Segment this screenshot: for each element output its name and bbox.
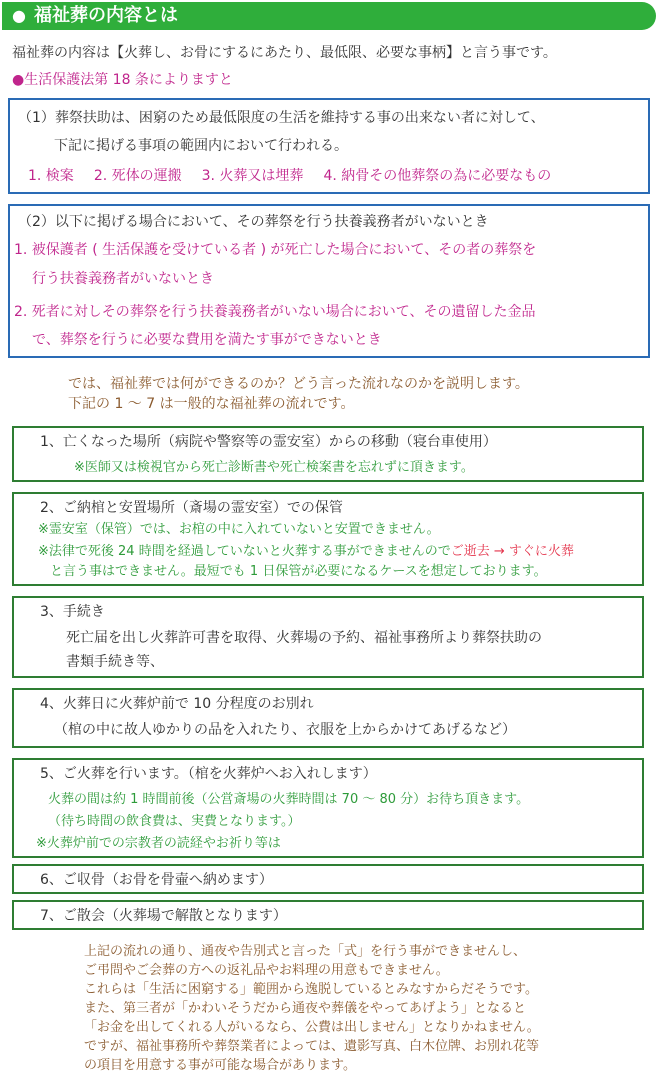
step-5-box <box>12 758 644 858</box>
step-3-title: 3、手続き <box>40 604 105 620</box>
footer-line2: ご弔問やご会葬の方への返礼品やお料理の用意もできません。 <box>84 963 449 978</box>
intro-text: 福祉葬の内容は【火葬し、お骨にするにあたり、最低限、必要な事柄】と言う事です。 <box>12 45 557 61</box>
item-transport: 2. 死体の運搬 <box>93 168 182 184</box>
step-1-box <box>12 426 644 482</box>
item-autopsy: 1. 検案 <box>28 168 74 184</box>
step-2-note2-highlight: ご逝去 → すぐに火葬 <box>450 544 574 559</box>
step-6-box <box>12 864 644 894</box>
footer-line5: 「お金を出してくれる人がいるなら、公費は出しません」となりかねません。 <box>84 1020 540 1035</box>
law-box-2-item2b: で、葬祭を行うに必要な費用を満たす事ができないとき <box>32 332 382 348</box>
step-4-line1: （棺の中に故人ゆかりの品を入れたり、衣服を上からかけてあげるなど） <box>54 722 516 738</box>
law-box-2 <box>8 204 650 358</box>
law-box-2-item1a: 1. 被保護者 ( 生活保護を受けている者 ) が死亡した場合において、その者の葬祭を <box>14 242 537 258</box>
step-6-title: 6、ご収骨（お骨を骨壷へ納めます） <box>40 872 273 888</box>
step-7-box <box>12 900 644 930</box>
step-5-line1: 火葬の間は約 1 時間前後（公営斎場の火葬時間は 70 ～ 80 分）お待ち頂きます。 <box>48 792 530 807</box>
step-1-note: ※医師又は検視官から死亡診断書や死亡検案書を忘れずに頂きます。 <box>74 460 474 475</box>
footer-line3: これらは「生活に困窮する」範囲から逸脱しているとみなすからだそうです。 <box>84 982 538 997</box>
step-3-box <box>12 596 644 678</box>
law-box-2-item2a: 2. 死者に対しその葬祭を行う扶養義務者がいない場合において、その遺留した金品 <box>14 304 536 320</box>
step-3-line1: 死亡届を出し火葬許可書を取得、火葬場の予約、福祉事務所より葬祭扶助の <box>66 630 542 646</box>
step-2-title: 2、ご納棺と安置場所（斎場の霊安室）での保管 <box>40 500 343 516</box>
law-box-1-items <box>28 166 571 186</box>
step-5-line3: ※火葬炉前での宗教者の読経やお祈り等は <box>36 836 281 851</box>
step-4-box <box>12 688 644 748</box>
step-2-note1: ※霊安室（保管）では、お棺の中に入れていないと安置できません。 <box>38 522 440 537</box>
footer-line7: の項目を用意する事が可能な場合があります。 <box>84 1058 356 1073</box>
law-box-1 <box>8 98 650 194</box>
law-reference: ●生活保護法第 18 条によりますと <box>12 72 233 88</box>
step-2-note2a: ※法律で死後 24 時間を経過していないと火葬する事ができませんので <box>38 544 451 559</box>
law-box-2-item1b: 行う扶養義務者がいないとき <box>32 271 214 287</box>
step-5-line2: （待ち時間の飲食費は、実費となります。） <box>48 814 301 829</box>
item-interment: 4. 納骨その他葬祭の為に必要なもの <box>323 168 552 184</box>
section-title: 福祉葬の内容とは <box>34 5 178 26</box>
law-box-1-line2: 下記に掲げる事項の範囲内において行われる。 <box>54 138 348 154</box>
step-5-title: 5、ご火葬を行います。（棺を火葬炉へお入れします） <box>40 766 377 782</box>
footer-line6: ですが、福祉事務所や葬祭業者によっては、遺影写真、白木位牌、お別れ花等 <box>84 1039 540 1054</box>
step-2-box <box>12 492 644 586</box>
law-box-2-line1: （2）以下に掲げる場合において、その葬祭を行う扶養義務者がいないとき <box>18 214 489 230</box>
footer-line1: 上記の流れの通り、通夜や告別式と言った「式」を行う事ができませんし、 <box>84 944 527 959</box>
bullet-icon: ● <box>12 6 26 25</box>
footer-line4: また、第三者が「かわいそうだから通夜や葬儀をやってあげよう」となると <box>84 1001 527 1016</box>
step-1-title: 1、亡くなった場所（病院や警察等の霊安室）からの移動（寝台車使用） <box>40 434 497 450</box>
step-2-note2c: と言う事はできません。最短でも 1 日保管が必要になるケースを想定しております。 <box>50 564 547 579</box>
law-box-1-line1: （1）葬祭扶助は、困窮のため最低限度の生活を維持する事の出来ない者に対して、 <box>18 110 545 126</box>
step-4-title: 4、火葬日に火葬炉前で 10 分程度のお別れ <box>40 696 314 712</box>
item-cremation: 3. 火葬又は埋葬 <box>201 168 304 184</box>
section-title-banner <box>2 2 656 30</box>
step-3-line2: 書類手続き等、 <box>66 654 164 670</box>
flow-intro-line2: 下記の 1 ～ 7 は一般的な福祉葬の流れです。 <box>68 396 355 412</box>
flow-intro-line1: では、福祉葬では何ができるのか？どう言った流れなのかを説明します。 <box>68 376 529 392</box>
step-7-title: 7、ご散会（火葬場で解散となります） <box>40 908 287 924</box>
step-2-note2 <box>38 542 574 562</box>
